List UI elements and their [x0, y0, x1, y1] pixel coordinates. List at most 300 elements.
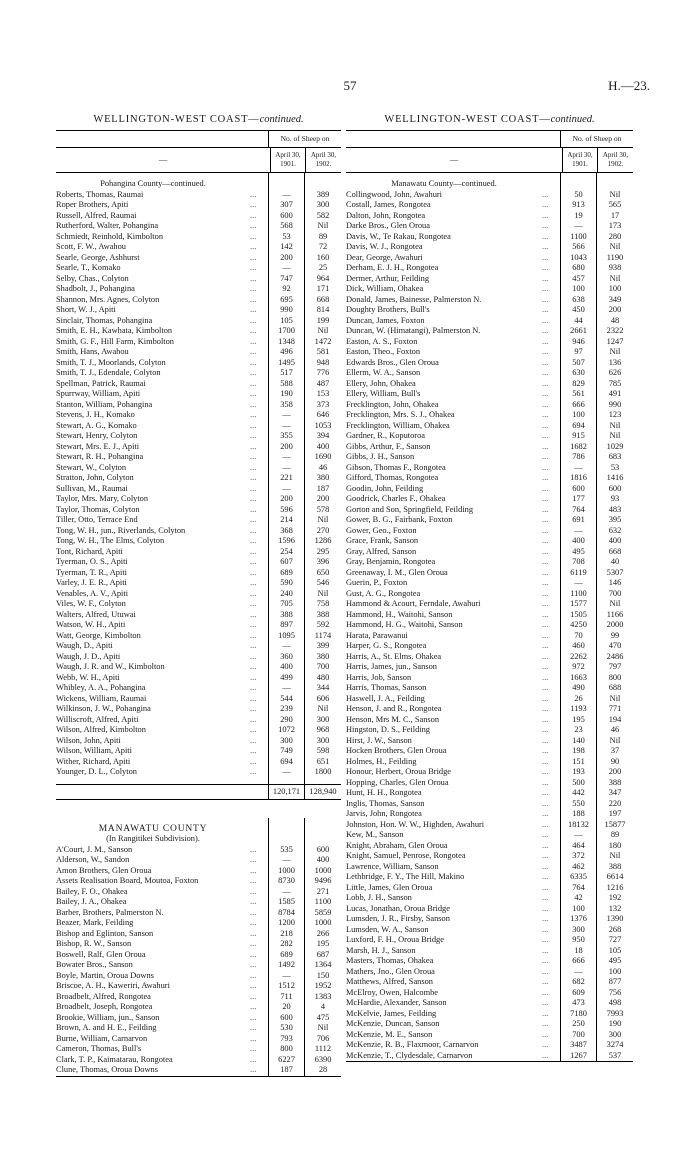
sheep-1901: 596	[268, 505, 304, 516]
table-row	[346, 988, 633, 999]
sheep-1901: 1100	[560, 232, 596, 243]
sheep-1901: 800	[268, 1044, 304, 1055]
sheep-1902: 373	[304, 400, 341, 411]
table-row	[346, 641, 633, 652]
table-row	[346, 1030, 633, 1041]
dot-leader: ...	[542, 798, 549, 808]
dot-leader: ...	[542, 588, 549, 598]
table-row	[56, 211, 341, 222]
table-row	[346, 925, 633, 936]
sheep-1901: 588	[268, 379, 304, 390]
section-subheading-text: (In Rangitikei Subdivision).	[106, 834, 200, 843]
sheep-1902: 4	[304, 1002, 341, 1013]
owner-name: Wilson, William, Apiti	[56, 746, 132, 755]
owner-name: Hammond, H., Waitohi, Sanson	[346, 609, 453, 619]
sheep-1901: 600	[268, 211, 304, 222]
sheep-1902: Nil	[596, 190, 633, 201]
owner-name: Bailey, F. O., Ohakea	[56, 886, 128, 896]
sheep-1901: —	[268, 855, 304, 866]
table-row	[56, 463, 341, 474]
table-row	[56, 484, 341, 495]
dot-leader: ...	[542, 189, 549, 199]
owner-name: Matthews, Alfred, Sanson	[346, 977, 433, 986]
sheep-1901: 695	[268, 295, 304, 306]
sheep-1901: 450	[560, 305, 596, 316]
sheep-1902: 578	[304, 505, 341, 516]
table-row	[56, 939, 341, 950]
owner-name: Stewart, Mrs. E. J., Apiti	[56, 441, 140, 451]
dot-leader: ...	[250, 1033, 257, 1043]
owner-name: Lumsden, J. R., Firsby, Sanson	[346, 914, 450, 923]
dot-leader: ...	[542, 840, 549, 850]
sheep-1902: 771	[596, 704, 633, 715]
table-row	[346, 998, 633, 1009]
sheep-1901: 600	[268, 1013, 304, 1024]
sheep-1902: 470	[596, 641, 633, 652]
table-row	[346, 337, 633, 348]
table-row	[56, 641, 341, 652]
table-row	[346, 284, 633, 295]
table-row	[346, 389, 633, 400]
sheep-1902: 1190	[596, 253, 633, 264]
sheep-1901: 44	[560, 316, 596, 327]
sheep-1902: 400	[596, 536, 633, 547]
sheep-1902: 758	[304, 599, 341, 610]
sheep-1902: 25	[304, 263, 341, 274]
table-row	[346, 841, 633, 852]
sheep-1901: 188	[560, 809, 596, 820]
owner-name: Costall, James, Rongotea	[346, 200, 431, 209]
sheep-1902: 776	[304, 368, 341, 379]
owner-name: Honour, Herbert, Oroua Bridge	[346, 767, 452, 776]
sheep-1901: 355	[268, 431, 304, 442]
dot-leader: ...	[250, 525, 257, 535]
sheep-1902: 706	[304, 1034, 341, 1045]
dot-leader: ...	[542, 809, 549, 818]
header-blank	[346, 131, 560, 147]
sheep-1902: 483	[596, 505, 633, 516]
sheep-1902: 2000	[596, 620, 633, 631]
dot-leader: ...	[542, 305, 549, 314]
owner-name: Gray, Benjamin, Rongotea	[346, 557, 436, 566]
table-row	[56, 845, 341, 856]
table-row	[346, 893, 633, 904]
sheep-1901: 460	[560, 641, 596, 652]
sheep-1901: 689	[268, 568, 304, 579]
sheep-1902: 5307	[596, 568, 633, 579]
sheep-1902: 388	[596, 778, 633, 789]
dot-leader: ...	[542, 704, 549, 713]
sheep-1902: 1364	[304, 960, 341, 971]
owner-name: Holmes, H., Feilding	[346, 756, 417, 766]
dot-leader: ...	[250, 368, 257, 377]
sheep-1901: 1492	[268, 960, 304, 971]
sheep-1901: 500	[560, 778, 596, 789]
owner-name: Lumsden, W. A., Sanson	[346, 924, 429, 934]
table-row	[56, 715, 341, 726]
sheep-1901: 990	[268, 305, 304, 316]
owner-name: Tong, W. H., jun., Riverlands, Colyton	[56, 525, 186, 535]
sheep-1902: 1247	[596, 337, 633, 348]
sheep-1902: 90	[596, 757, 633, 768]
owner-name: Beazer, Mark, Feilding	[56, 918, 134, 927]
sheep-1902: 600	[596, 484, 633, 495]
dot-leader: ...	[542, 882, 549, 892]
sheep-1901: 689	[268, 950, 304, 961]
dot-leader: ...	[250, 918, 257, 927]
owner-name: Smith, G. F., Hill Farm, Kimbolton	[56, 336, 174, 346]
dot-leader: ...	[250, 221, 257, 230]
owner-name: McKelvie, James, Feilding	[346, 1008, 437, 1018]
sheep-1901: 70	[560, 631, 596, 642]
owner-name: Whibley, A. A., Pohangina	[56, 683, 146, 692]
owner-name: Taylor, Thomas, Colyton	[56, 504, 140, 514]
sheep-1901: 1267	[560, 1051, 596, 1062]
sheep-1902: 46	[596, 725, 633, 736]
sheep-1901: 100	[560, 904, 596, 915]
sheep-1902: 797	[596, 662, 633, 673]
table-row	[56, 610, 341, 621]
sheep-1902: 40	[596, 557, 633, 568]
owner-name: Gower, Geo., Foxton	[346, 525, 417, 535]
dot-leader: ...	[542, 315, 549, 325]
dot-leader: ...	[250, 662, 257, 671]
sheep-1901: 18	[560, 946, 596, 957]
dot-leader: ...	[542, 536, 549, 545]
owner-name: Hammond, H. G., Waitohi, Sanson	[346, 620, 463, 629]
dot-leader: ...	[250, 462, 257, 472]
sheep-1902: 400	[304, 855, 341, 866]
dot-leader: ...	[250, 693, 257, 703]
sheep-1902: 756	[596, 988, 633, 999]
sheep-1901: 638	[560, 295, 596, 306]
table-row	[56, 421, 341, 432]
sheep-1902: Nil	[304, 326, 341, 337]
owner-name: Wither, Richard, Apiti	[56, 756, 131, 766]
dot-leader: ...	[250, 389, 257, 398]
page-reference: H.—23.	[608, 78, 650, 93]
total-gap	[56, 778, 341, 784]
sheep-1901: 221	[268, 473, 304, 484]
dot-leader: ...	[542, 998, 549, 1007]
sheep-1901: 187	[268, 1065, 304, 1076]
sheep-1901: 568	[268, 221, 304, 232]
total-row	[56, 784, 341, 800]
table-row	[56, 694, 341, 705]
owner-name: Gibbs, J. H., Sanson	[346, 452, 415, 461]
sheep-1902: 480	[304, 673, 341, 684]
owner-name: McHardie, Alexander, Sanson	[346, 998, 447, 1007]
sheep-1902: 6390	[304, 1055, 341, 1066]
owner-name: Harris, A., St. Elms. Ohakea	[346, 651, 442, 661]
sheep-1901: 457	[560, 274, 596, 285]
dot-leader: ...	[250, 420, 257, 430]
owner-name: Briscoe, A. H., Kaweriri, Awahuri	[56, 981, 170, 990]
dot-leader: ...	[250, 683, 257, 692]
sheep-1902: 300	[304, 715, 341, 726]
sheep-1902: 266	[304, 929, 341, 940]
dot-leader: ...	[250, 746, 257, 755]
owner-name: Collingwood, John, Awahuri	[346, 189, 443, 199]
sheep-1901: 1495	[268, 358, 304, 369]
sheep-1902: 105	[596, 946, 633, 957]
table-row	[56, 1055, 341, 1066]
sheep-1901: 1585	[268, 897, 304, 908]
table-row	[56, 736, 341, 747]
sheep-1901: —	[268, 767, 304, 778]
sheep-1902: 48	[596, 316, 633, 327]
sheep-1901: 561	[560, 389, 596, 400]
owner-name: Harper, G. S., Rongotea	[346, 641, 427, 650]
sheep-1902: 399	[304, 641, 341, 652]
sheep-table	[346, 130, 633, 1062]
sheep-1901: 666	[560, 956, 596, 967]
sheep-1901: 550	[560, 799, 596, 810]
dot-leader: ...	[542, 263, 549, 272]
table-row	[346, 620, 633, 631]
owner-name: Gorton and Son, Springfield, Feilding	[346, 504, 474, 514]
dot-leader: ...	[542, 368, 549, 377]
sheep-1901: 1348	[268, 337, 304, 348]
sheep-1901: 764	[560, 505, 596, 516]
sheep-1901: 1682	[560, 442, 596, 453]
table-row	[56, 855, 341, 866]
owner-name: Waugh, J. R. and W., Kimbolton	[56, 662, 165, 671]
sheep-1902: 537	[596, 1051, 633, 1062]
dot-leader: ...	[250, 767, 257, 776]
table-row	[56, 1034, 341, 1045]
dot-leader: ...	[542, 200, 549, 209]
section-heading-text: Pohangina County—continued.	[100, 179, 206, 188]
sheep-1901: 190	[268, 389, 304, 400]
table-row	[56, 200, 341, 211]
dot-leader: ...	[542, 1029, 549, 1039]
dot-leader: ...	[542, 725, 549, 734]
sheep-1901: 2262	[560, 652, 596, 663]
sheep-1901: 177	[560, 494, 596, 505]
owner-name: McKenzie, R. B., Flaxmoor, Carnarvon	[346, 1040, 479, 1049]
sheep-1901: 193	[560, 767, 596, 778]
owner-name: Guerin, P., Foxton	[346, 578, 408, 587]
table-row	[346, 788, 633, 799]
page-number: 57	[343, 78, 357, 93]
sheep-1902: 475	[304, 1013, 341, 1024]
dot-leader: ...	[542, 494, 549, 503]
sheep-1902: 491	[596, 389, 633, 400]
dot-leader: ...	[250, 557, 257, 566]
table-row	[346, 379, 633, 390]
table-row	[56, 379, 341, 390]
dot-leader: ...	[542, 672, 549, 682]
right-column	[346, 110, 633, 1062]
table-row	[346, 799, 633, 810]
table-row	[346, 578, 633, 589]
sheep-1901: 691	[560, 515, 596, 526]
sheep-1902: 300	[304, 736, 341, 747]
table-row	[346, 494, 633, 505]
table-row	[346, 914, 633, 925]
sheep-1902: 388	[304, 610, 341, 621]
table-row	[346, 683, 633, 694]
dot-leader: ...	[542, 242, 549, 251]
sheep-1901: 372	[560, 851, 596, 862]
table-row	[346, 851, 633, 862]
sheep-1901: —	[268, 410, 304, 421]
table-row	[56, 253, 341, 264]
owner-name: Jarvis, John, Rongotea	[346, 809, 422, 818]
header-sheep-on: No. of Sheep on	[268, 131, 341, 147]
owner-name: Cameron, Thomas, Bull's	[56, 1044, 142, 1053]
dot-leader: ...	[250, 242, 257, 251]
dot-leader: ...	[250, 515, 257, 524]
sheep-1901: —	[560, 830, 596, 841]
owner-name: Tong, W. H., The Elms, Colyton	[56, 536, 165, 545]
sheep-1902: 400	[304, 442, 341, 453]
dot-leader: ...	[542, 872, 549, 881]
table-row	[346, 526, 633, 537]
sheep-1901: 358	[268, 400, 304, 411]
sheep-1902: Nil	[304, 515, 341, 526]
dot-leader: ...	[542, 609, 549, 619]
table-row	[56, 767, 341, 778]
dot-leader: ...	[250, 473, 257, 482]
sheep-1901: 1512	[268, 981, 304, 992]
owner-name: Searle, George, Ashhurst	[56, 252, 140, 262]
sheep-1902: 173	[596, 221, 633, 232]
sheep-1901: 42	[560, 893, 596, 904]
table-row	[56, 442, 341, 453]
dot-leader: ...	[250, 1012, 257, 1022]
table-row	[56, 704, 341, 715]
sheep-1901: 3487	[560, 1040, 596, 1051]
dot-leader: ...	[542, 231, 549, 241]
dot-leader: ...	[542, 462, 549, 472]
owner-name: Barber, Brothers, Palmerston N.	[56, 907, 164, 917]
dot-leader: ...	[250, 347, 257, 356]
table-row	[346, 274, 633, 285]
dot-leader: ...	[250, 756, 257, 766]
sheep-1901: 290	[268, 715, 304, 726]
table-row	[56, 631, 341, 642]
table-row	[56, 887, 341, 898]
owner-name: Waugh, J. D., Apiti	[56, 651, 121, 661]
sheep-1902: 200	[596, 305, 633, 316]
owner-name: Bailey, J. A., Ohakea	[56, 897, 127, 906]
dot-leader: ...	[542, 221, 549, 230]
owner-name: Short, W. J., Apiti	[56, 305, 116, 314]
dot-leader: ...	[542, 483, 549, 493]
left-column	[56, 110, 341, 1077]
dot-leader: ...	[542, 1040, 549, 1049]
table-row	[56, 866, 341, 877]
owner-name: Frecklington, William, Ohakea	[346, 420, 450, 430]
owner-name: Gifford, Thomas, Rongotea	[346, 473, 439, 482]
dot-leader: ...	[250, 399, 257, 409]
sheep-1902: 582	[304, 211, 341, 222]
owner-name: Clune, Thomas, Oroua Downs	[56, 1065, 158, 1074]
sheep-1901: 307	[268, 200, 304, 211]
sheep-1902: 89	[596, 830, 633, 841]
dot-leader: ...	[250, 315, 257, 325]
sheep-1902: 37	[596, 746, 633, 757]
sheep-1901: 462	[560, 862, 596, 873]
table-row	[56, 897, 341, 908]
sheep-1901: 26	[560, 694, 596, 705]
dot-leader: ...	[542, 515, 549, 524]
dot-leader: ...	[542, 546, 549, 556]
owner-name: Grace, Frank, Sanson	[346, 536, 419, 545]
table-row	[56, 316, 341, 327]
owner-name: Wilson, John, Apiti	[56, 735, 121, 745]
table-row	[346, 883, 633, 894]
table-row	[346, 1051, 633, 1062]
table-row	[346, 473, 633, 484]
sheep-1902: 389	[304, 190, 341, 201]
sheep-1901: 609	[560, 988, 596, 999]
sheep-1902: 1800	[304, 767, 341, 778]
dot-leader: ...	[542, 893, 549, 902]
dot-leader: ...	[542, 210, 549, 220]
owner-name: Knight, Abraham, Glen Oroua	[346, 840, 448, 850]
owner-name: Russell, Alfred, Raumai	[56, 210, 137, 220]
dot-leader: ...	[250, 1054, 257, 1064]
sheep-1901: 786	[560, 452, 596, 463]
sheep-1902: 487	[304, 379, 341, 390]
owner-name: Easton, Theo., Foxton	[346, 347, 421, 356]
table-row	[346, 442, 633, 453]
sheep-1902: 1166	[596, 610, 633, 621]
table-row	[56, 620, 341, 631]
owner-name: Alderson, W., Sandon	[56, 855, 130, 864]
table-row	[56, 232, 341, 243]
owner-name: Webb, W. H., Apiti	[56, 672, 120, 682]
sheep-1902: 650	[304, 568, 341, 579]
sheep-1901: 694	[268, 757, 304, 768]
table-row	[346, 536, 633, 547]
dot-leader: ...	[250, 546, 257, 556]
table-row	[346, 368, 633, 379]
dot-leader: ...	[542, 662, 549, 671]
sheep-1902: 938	[596, 263, 633, 274]
sheep-1902: 600	[304, 845, 341, 856]
table-row	[56, 1013, 341, 1024]
dot-leader: ...	[542, 945, 549, 955]
dot-leader: ...	[542, 693, 549, 703]
sheep-1901: 300	[268, 736, 304, 747]
owner-name: Hingston, D. S., Feilding	[346, 725, 430, 734]
sheep-1901: 1577	[560, 599, 596, 610]
sheep-1901: 92	[268, 284, 304, 295]
table-row	[56, 971, 341, 982]
dot-leader: ...	[250, 263, 257, 272]
owner-name: Wilson, Alfred, Kimbolton	[56, 725, 146, 734]
sheep-1902: 651	[304, 757, 341, 768]
sheep-1901: 600	[560, 484, 596, 495]
sheep-1901: 218	[268, 929, 304, 940]
table-row	[346, 904, 633, 915]
table-row	[56, 263, 341, 274]
table-row	[346, 232, 633, 243]
sheep-1902: 592	[304, 620, 341, 631]
owner-name: Smith, T. J., Moorlands, Colyton	[56, 357, 166, 367]
dot-leader: ...	[250, 1023, 257, 1032]
sheep-1902: 271	[304, 887, 341, 898]
owner-name: Shannon, Mrs. Agnes, Colyton	[56, 294, 160, 304]
owner-name: Little, James, Glen Oroua	[346, 882, 433, 892]
sheep-1901: 749	[268, 746, 304, 757]
table-row	[56, 431, 341, 442]
section-heading-text: MANAWATU COUNTY	[98, 823, 208, 834]
